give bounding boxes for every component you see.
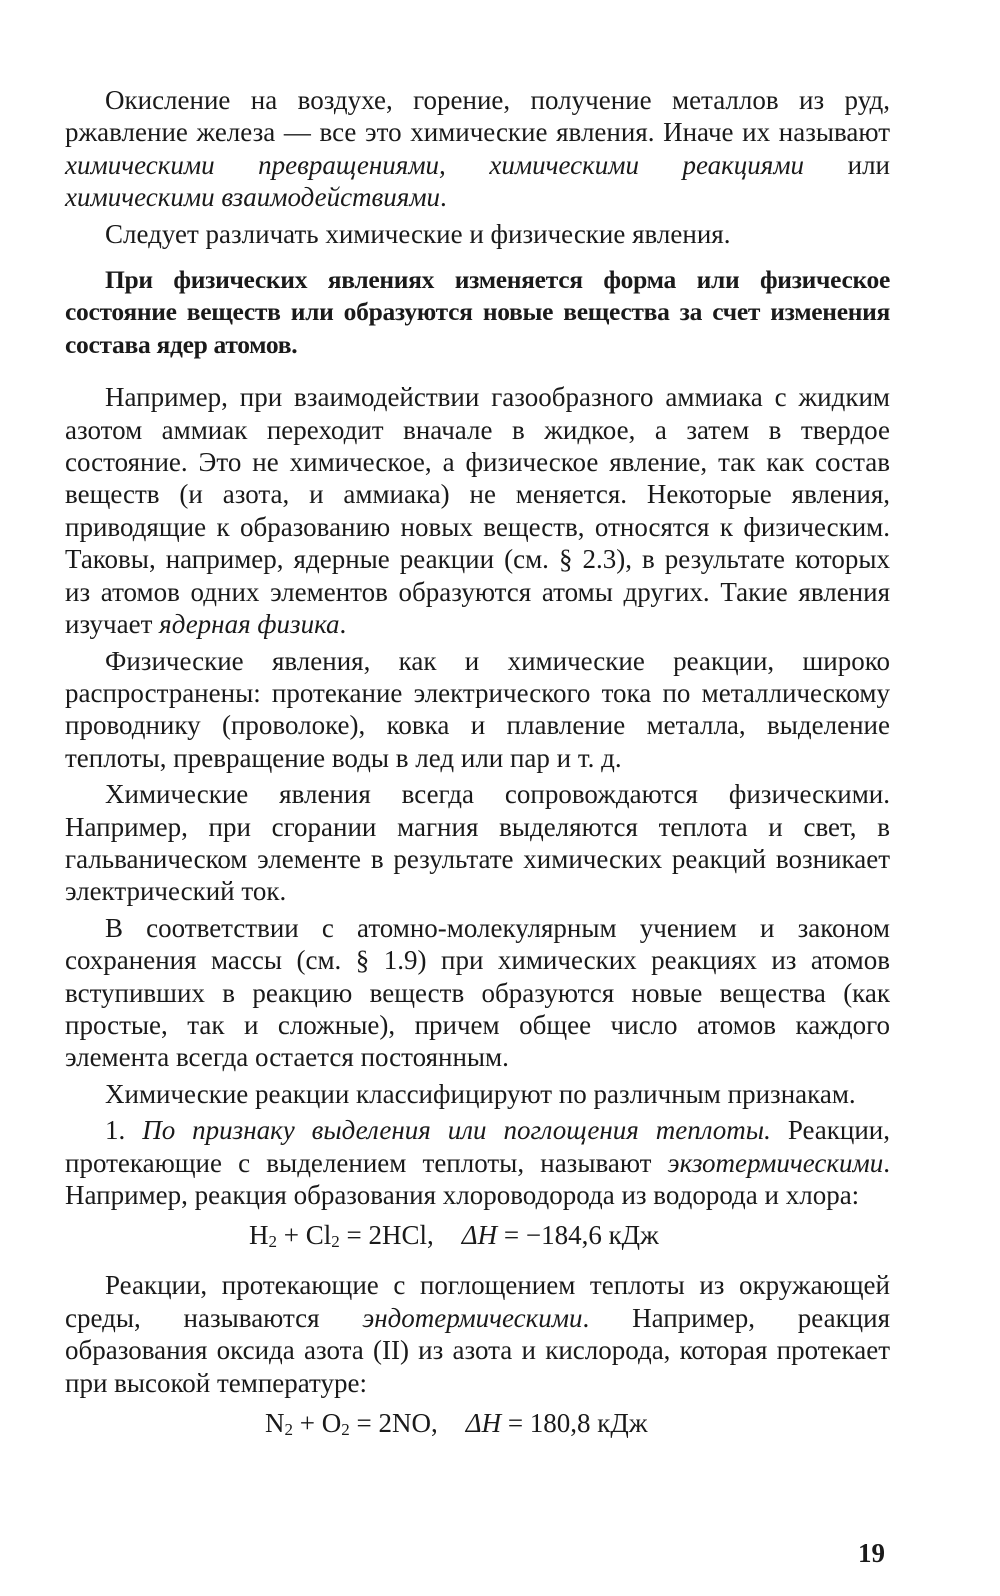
paragraph-ammonia-example: Например, при взаимодействии газообразного аммиака с жидким азотом аммиак переходит вначале в жидкое, а затем в твердое состояние. Это не химическое, а физическое явление, так как состав веществ (и азота, и аммиака) не меняется. Некоторые явления, приводящие к образованию новых веществ, относятся к физическим. Таковы, например, ядерные реакции (см. § 2.3), в результате которых из атомов одних элементов образуются атомы других. Такие явления изучает ядерная физика. <box>65 382 890 640</box>
paragraph-endothermic: Реакции, протекающие с поглощением теплоты из окружающей среды, называются эндотермическими. Например, реакция образования оксида азота (II) из азота и кислорода, которая протекает при высокой температуре: <box>65 1270 890 1398</box>
paragraph-chemical-phenomena: Окисление на воздухе, горение, получение металлов из руд, ржавление железа — все это химические явления. Иначе их называют химическими превращениями, химическими реакциями или химическими взаимодействиями. <box>65 85 891 213</box>
enthalpy-value: = −184,6 кДж <box>497 1220 659 1251</box>
page-number: 19 <box>858 1538 885 1568</box>
heading-heat-criterion: По признаку выделения или поглощения теплоты. <box>142 1115 771 1146</box>
term-chemical-transformations: химическими превращениями, химическими реакциями <box>65 149 805 180</box>
term-nuclear-physics: ядерная физика <box>159 609 340 640</box>
paragraph-classification: Химические реакции классифицируют по различным признакам. <box>105 1078 856 1109</box>
equation-no: $N_2 + O_2 = 2NO$, ΔH = 180,8 кДж <box>265 1408 648 1440</box>
term-exothermic: экзотермическими <box>667 1147 884 1178</box>
enthalpy-label: ΔH <box>461 1220 498 1251</box>
term-endothermic: эндотермическими <box>362 1302 583 1333</box>
enthalpy-value: = 180,8 кДж <box>501 1408 648 1439</box>
equation-hcl: $H_2 + Cl_2 = 2HCl$, ΔH = −184,6 кДж <box>249 1220 659 1252</box>
enthalpy-label: ΔH <box>465 1408 502 1439</box>
rule-physical-phenomena: При физических явлениях изменяется форма или физическое состояние веществ или образуются новые вещества за счет изменения состава ядер атомов. <box>65 265 890 359</box>
paragraph-accompanied: Химические явления всегда сопровождаются физическими. Например, при сгорании магния выделяются теплота и свет, в гальваническом элементе в результате химических реакций возникает электрический ток. <box>65 779 890 907</box>
paragraph-physical-examples: Физические явления, как и химические реакции, широко распространены: протекание электрического тока по металлическому проводнику (проволоке), ковка и плавление металла, выделение теплоты, превращение воды в лед или пар и т. д. <box>65 645 890 773</box>
paragraph-distinguish: Следует различать химические и физические явления. <box>105 218 731 249</box>
paragraph-mass-conservation: В соответствии с атомно-молекулярным учением и законом сохранения массы (см. § 1.9) при химических реакциях из атомов вступивших в реакцию веществ образуются новые вещества (как простые, так и сложные), причем общее число атомов каждого элемента всегда остается постоянным. <box>65 912 890 1073</box>
term-chemical-interactions: химическими взаимодействиями <box>65 182 441 213</box>
paragraph-heat-criterion: 1. По признаку выделения или поглощения теплоты. Реакции, протекающие с выделением теплоты, называют экзотермическими. Например, реакция образования хлороводорода из водорода и хлора: <box>65 1115 890 1210</box>
